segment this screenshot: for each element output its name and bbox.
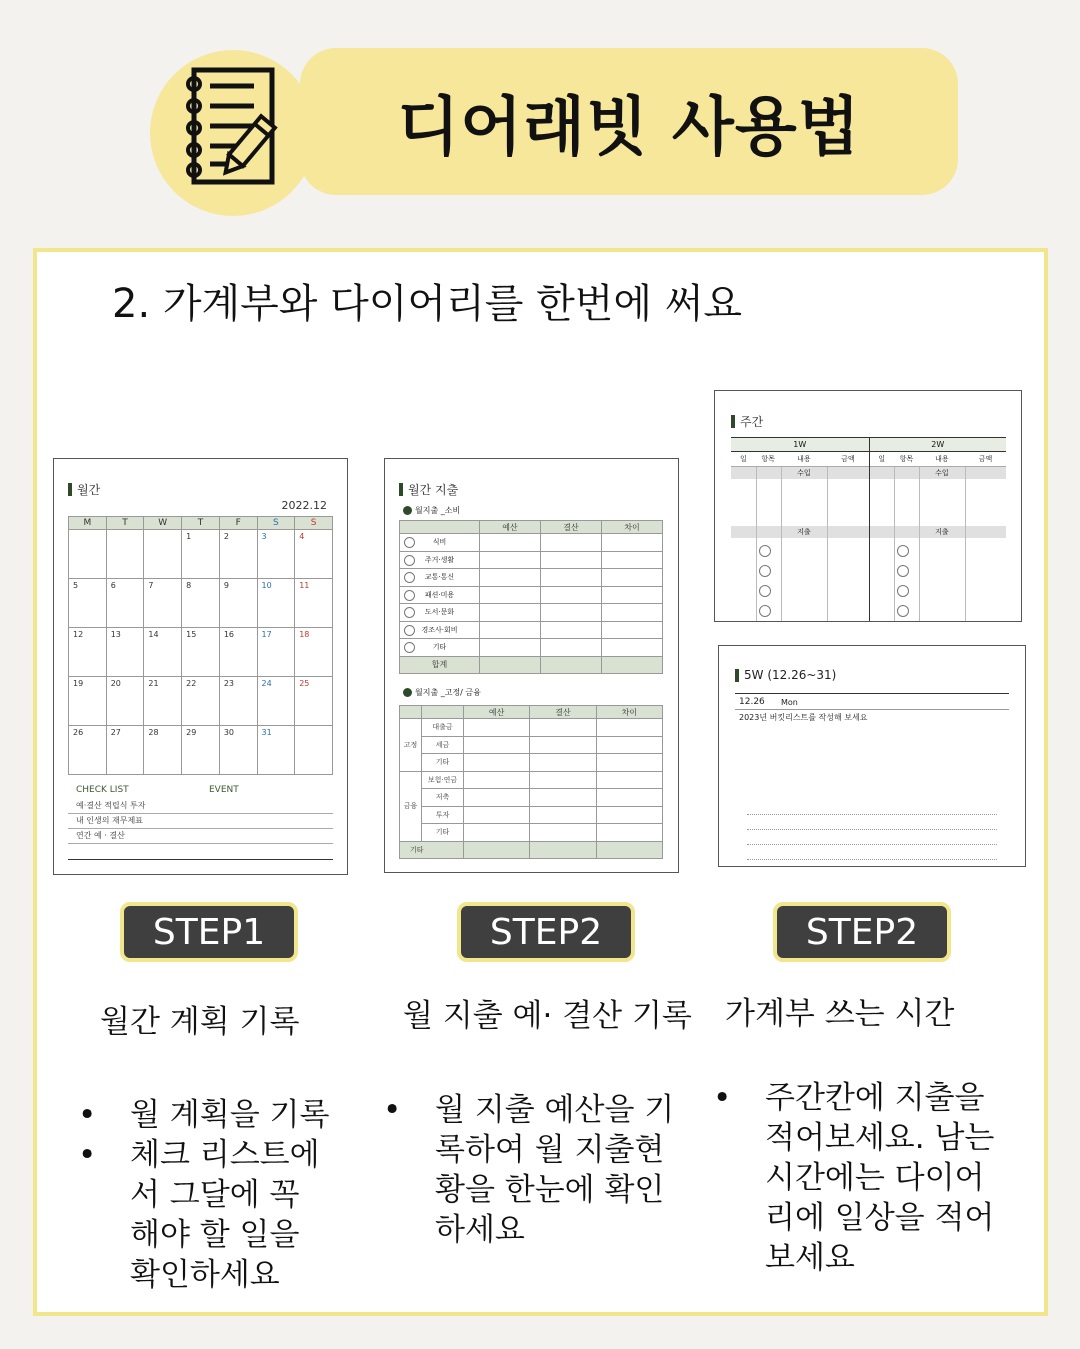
fixed-row — [400, 719, 663, 737]
fixed-cell — [596, 789, 662, 807]
event-label: EVENT — [209, 785, 239, 795]
week-col-label: 금액 — [978, 455, 993, 463]
checklist-label: CHECK LIST — [76, 785, 129, 795]
week-col-line — [919, 467, 920, 621]
monthly-title: 월간 — [77, 483, 101, 497]
week-income — [731, 467, 869, 479]
bullet-item — [383, 1090, 683, 1250]
column-label: 차이 — [596, 706, 662, 719]
bullet-dot-icon: • — [713, 1080, 732, 1116]
calendar-week — [69, 579, 333, 628]
step2-badge: STEP2 — [457, 902, 635, 962]
fixed-row — [400, 789, 663, 807]
calendar-day: 14 — [144, 628, 182, 677]
fixed-cell — [530, 719, 596, 737]
checkbox-circle-icon — [759, 565, 771, 577]
consume-cell — [541, 639, 602, 657]
bullet-item — [78, 1135, 348, 1295]
week-expense — [731, 526, 869, 538]
diary-day: Mon — [781, 698, 798, 707]
consume-cell — [480, 551, 541, 569]
calendar-day: 5 — [69, 579, 107, 628]
calendar-day: 8 — [182, 579, 220, 628]
calendar-day: 7 — [144, 579, 182, 628]
checkbox-circle-icon — [759, 585, 771, 597]
calendar-day — [69, 530, 107, 579]
consume-cell — [480, 534, 541, 552]
expense-section2-label: 월지출 _고정/ 금융 — [415, 688, 481, 697]
weekday-label: S — [295, 517, 333, 530]
calendar-day — [295, 726, 333, 775]
week-col-label: 항목 — [899, 455, 914, 463]
checkbox-circle-icon — [759, 605, 771, 617]
week-col-label: 일 — [878, 455, 886, 463]
calendar-day: 25 — [295, 677, 333, 726]
fixed-cell — [530, 806, 596, 824]
consume-item-label: 교통·통신 — [424, 573, 455, 582]
step3-bullets — [713, 1078, 1033, 1278]
consume-cell — [541, 534, 602, 552]
fixed-item: 투자 — [422, 806, 464, 824]
total-cell — [602, 656, 663, 673]
total-cell — [541, 656, 602, 673]
week-title: 1W — [731, 437, 869, 452]
diary-rule-2 — [735, 709, 1009, 710]
bullet-text: 월 계획을 기록 — [130, 1097, 330, 1133]
fixed-cell — [464, 736, 530, 754]
calendar-day: 10 — [257, 579, 295, 628]
fixed-item: 세금 — [422, 736, 464, 754]
fixed-table — [399, 705, 663, 859]
diary-date: 12.26 — [739, 697, 765, 707]
consume-cell — [602, 551, 663, 569]
diary-note: 2023년 버킷리스트를 작성해 보세요 — [739, 713, 868, 722]
consume-item-label: 기타 — [432, 643, 447, 652]
calendar-week — [69, 677, 333, 726]
step3-badge: STEP2 — [773, 902, 951, 962]
consume-item-label: 식비 — [432, 538, 447, 547]
fixed-cell — [464, 789, 530, 807]
weekday-label: M — [69, 517, 107, 530]
consume-cell — [480, 586, 541, 604]
consume-row — [400, 639, 663, 657]
calendar-week — [69, 726, 333, 775]
other-cell — [596, 841, 662, 858]
fixed-cell — [596, 719, 662, 737]
calendar-day: 12 — [69, 628, 107, 677]
calendar-day: 24 — [257, 677, 295, 726]
calendar-day: 27 — [106, 726, 144, 775]
calendar-day: 22 — [182, 677, 220, 726]
consume-item — [400, 569, 480, 587]
weekday-row — [69, 517, 333, 530]
calendar-day: 19 — [69, 677, 107, 726]
step2-bullets — [383, 1090, 683, 1250]
calendar-day: 11 — [295, 579, 333, 628]
consume-cell — [480, 621, 541, 639]
diary-title: 5W (12.26~31) — [744, 668, 837, 682]
calendar-day: 2 — [219, 530, 257, 579]
week-col-label: 항목 — [761, 455, 775, 463]
week-col-label: 내용 — [797, 455, 811, 463]
step2-caption: 월 지출 예· 결산 기록 — [403, 998, 692, 1034]
checkbox-circle-icon — [897, 605, 909, 617]
expense-section2 — [403, 687, 481, 698]
step1-caption: 월간 계획 기록 — [100, 1004, 300, 1040]
consume-cell — [602, 639, 663, 657]
consume-total-row — [400, 656, 663, 673]
fixed-row — [400, 806, 663, 824]
monthly-heading — [68, 481, 100, 498]
weekly-page — [714, 390, 1022, 622]
checkbox-circle-icon — [404, 555, 415, 566]
week-income-label: 수입 — [935, 469, 949, 477]
monthly-page — [53, 458, 348, 875]
week-col-line — [827, 467, 828, 621]
calendar-day: 20 — [106, 677, 144, 726]
calendar-day: 31 — [257, 726, 295, 775]
fixed-header — [400, 706, 663, 719]
monthly-date: 2022.12 — [281, 499, 327, 512]
consume-row — [400, 604, 663, 622]
notebook-pencil-icon — [176, 64, 300, 188]
expense-heading — [399, 481, 458, 498]
fixed-cell — [596, 824, 662, 842]
consume-cell — [602, 569, 663, 587]
fixed-cell — [530, 789, 596, 807]
step3-caption: 가계부 쓰는 시간 — [725, 996, 955, 1032]
checklist-item: 내 인생의 재무제표 — [68, 814, 333, 829]
fixed-item: 저축 — [422, 789, 464, 807]
consume-item — [400, 586, 480, 604]
weekday-label: T — [182, 517, 220, 530]
consume-cell — [480, 604, 541, 622]
consume-cell — [541, 621, 602, 639]
week-income — [870, 467, 1007, 479]
consume-item — [400, 639, 480, 657]
bullet-item — [78, 1095, 348, 1135]
week-cols — [731, 452, 869, 467]
column-label: 결산 — [530, 706, 596, 719]
column-label: 예산 — [480, 521, 541, 534]
fixed-cell — [596, 736, 662, 754]
consume-cell — [602, 586, 663, 604]
weekly-title: 주간 — [740, 415, 764, 429]
calendar-day: 30 — [219, 726, 257, 775]
checkbox-circle-icon — [404, 625, 415, 636]
fixed-cell — [464, 719, 530, 737]
group-label: 고정 — [400, 719, 422, 772]
fixed-item: 기타 — [422, 754, 464, 772]
fixed-cell — [596, 754, 662, 772]
week-col-line — [965, 467, 966, 621]
consume-item-label: 도서·문화 — [424, 608, 455, 617]
diary-heading — [735, 668, 836, 682]
consume-row — [400, 569, 663, 587]
expense-section1 — [403, 505, 460, 516]
week-col-label: 내용 — [935, 455, 949, 463]
calendar-day — [144, 530, 182, 579]
week-income-label: 수입 — [797, 469, 811, 477]
fixed-cell — [596, 771, 662, 789]
diary-page — [718, 645, 1026, 867]
consume-item-label: 패션·미용 — [424, 590, 455, 599]
fixed-cell — [464, 754, 530, 772]
other-label: 기타 — [400, 841, 464, 858]
fixed-row — [400, 771, 663, 789]
weekday-label: S — [257, 517, 295, 530]
consume-item — [400, 534, 480, 552]
week-income-blank — [965, 467, 1006, 479]
consume-table — [399, 520, 663, 674]
fixed-cell — [464, 806, 530, 824]
week-expense — [870, 526, 1007, 538]
consume-row — [400, 551, 663, 569]
calendar-day: 9 — [219, 579, 257, 628]
calendar-day: 15 — [182, 628, 220, 677]
weekday-label: W — [144, 517, 182, 530]
step1-badge: STEP1 — [120, 902, 298, 962]
checklist-item: 연간 예 · 결산 — [68, 829, 333, 844]
week-expense-blank — [965, 526, 1006, 538]
calendar-day: 1 — [182, 530, 220, 579]
consume-item-label: 경조사·회비 — [421, 625, 458, 634]
fixed-item: 기타 — [422, 824, 464, 842]
consume-item — [400, 551, 480, 569]
column-label: 결산 — [541, 521, 602, 534]
calendar-day: 13 — [106, 628, 144, 677]
calendar-day: 17 — [257, 628, 295, 677]
total-label: 합계 — [400, 656, 480, 673]
expense-title: 월간 지출 — [408, 483, 459, 497]
consume-cell — [480, 569, 541, 587]
calendar-day: 3 — [257, 530, 295, 579]
bullet-item — [713, 1078, 1033, 1278]
calendar-day: 16 — [219, 628, 257, 677]
fixed-cell — [530, 771, 596, 789]
bullet-dot-icon: • — [78, 1097, 97, 1133]
consume-header-blank — [400, 521, 480, 534]
week-expense-label: 지출 — [935, 528, 949, 536]
consume-item-label: 주거·생활 — [424, 555, 455, 564]
fixed-row — [400, 824, 663, 842]
page-title: 디어래빗 사용법 — [397, 90, 861, 165]
consume-cell — [602, 604, 663, 622]
week-block — [869, 437, 1007, 621]
calendar-week — [69, 530, 333, 579]
bullet-dot-icon: • — [78, 1137, 97, 1173]
expense-page — [384, 458, 679, 873]
consume-cell — [541, 604, 602, 622]
other-cell — [464, 841, 530, 858]
calendar-day: 4 — [295, 530, 333, 579]
checkbox-circle-icon — [404, 537, 415, 548]
monthly-calendar — [68, 516, 333, 775]
checklist-item: 예·결산 적립식 투자 — [68, 799, 333, 814]
week-income-blank — [827, 467, 868, 479]
week-title: 2W — [870, 437, 1007, 452]
week-expense-blank — [827, 526, 868, 538]
fixed-cell — [530, 754, 596, 772]
consume-row — [400, 621, 663, 639]
calendar-day: 21 — [144, 677, 182, 726]
monthly-divider — [68, 859, 333, 860]
checkbox-circle-icon — [897, 585, 909, 597]
checkbox-circle-icon — [404, 642, 415, 653]
fixed-cell — [596, 806, 662, 824]
diary-lines — [747, 814, 997, 860]
bullet-text: 주간칸에 지출을 적어보세요. 남는 시간에는 다이어 리에 일상을 적어 보세요 — [765, 1080, 995, 1276]
fixed-item: 보험·연금 — [422, 771, 464, 789]
diary-rule — [735, 693, 1009, 694]
total-cell — [480, 656, 541, 673]
week-expense-label: 지출 — [797, 528, 811, 536]
calendar-day: 18 — [295, 628, 333, 677]
section-title: 2. 가계부와 다이어리를 한번에 써요 — [112, 281, 742, 327]
checkbox-circle-icon — [759, 545, 771, 557]
other-cell — [530, 841, 596, 858]
consume-cell — [602, 621, 663, 639]
consume-item — [400, 621, 480, 639]
checkbox-circle-icon — [897, 565, 909, 577]
consume-cell — [602, 534, 663, 552]
consume-cell — [541, 551, 602, 569]
weekday-label: T — [106, 517, 144, 530]
calendar-day — [106, 530, 144, 579]
expense-section1-label: 월지출 _소비 — [415, 506, 461, 515]
bullet-text: 월 지출 예산을 기 록하여 월 지출현 황을 한눈에 확인 하세요 — [435, 1092, 675, 1248]
calendar-day: 29 — [182, 726, 220, 775]
week-col-label: 금액 — [841, 455, 855, 463]
weekly-grid — [731, 437, 1006, 621]
checkbox-circle-icon — [404, 607, 415, 618]
consume-header — [400, 521, 663, 534]
calendar-day: 23 — [219, 677, 257, 726]
week-block — [731, 437, 869, 621]
checklist — [68, 799, 333, 844]
bullet-dot-icon: • — [383, 1092, 402, 1128]
consume-row — [400, 586, 663, 604]
consume-cell — [541, 569, 602, 587]
calendar-day: 6 — [106, 579, 144, 628]
week-col-line — [781, 467, 782, 621]
calendar-day: 28 — [144, 726, 182, 775]
checkbox-circle-icon — [897, 545, 909, 557]
column-label: 차이 — [602, 521, 663, 534]
consume-item — [400, 604, 480, 622]
fixed-header-blank — [422, 706, 464, 719]
fixed-row — [400, 754, 663, 772]
weekday-label: F — [219, 517, 257, 530]
week-col-line — [756, 467, 757, 621]
fixed-row — [400, 736, 663, 754]
fixed-item: 대출금 — [422, 719, 464, 737]
fixed-cell — [530, 736, 596, 754]
bullet-text: 체크 리스트에 서 그달에 꼭 해야 할 일을 확인하세요 — [130, 1137, 320, 1293]
checkbox-circle-icon — [404, 590, 415, 601]
step1-bullets — [78, 1095, 348, 1295]
fixed-cell — [530, 824, 596, 842]
fixed-other-row — [400, 841, 663, 858]
calendar-week — [69, 628, 333, 677]
week-cols — [870, 452, 1007, 467]
calendar-day: 26 — [69, 726, 107, 775]
column-label: 예산 — [464, 706, 530, 719]
group-label: 금융 — [400, 771, 422, 841]
fixed-cell — [464, 771, 530, 789]
weekly-heading — [731, 413, 763, 430]
fixed-header-blank — [400, 706, 422, 719]
checkbox-circle-icon — [404, 572, 415, 583]
consume-row — [400, 534, 663, 552]
fixed-cell — [464, 824, 530, 842]
consume-cell — [541, 586, 602, 604]
week-col-label: 일 — [739, 455, 747, 463]
consume-cell — [480, 639, 541, 657]
week-col-line — [894, 467, 895, 621]
